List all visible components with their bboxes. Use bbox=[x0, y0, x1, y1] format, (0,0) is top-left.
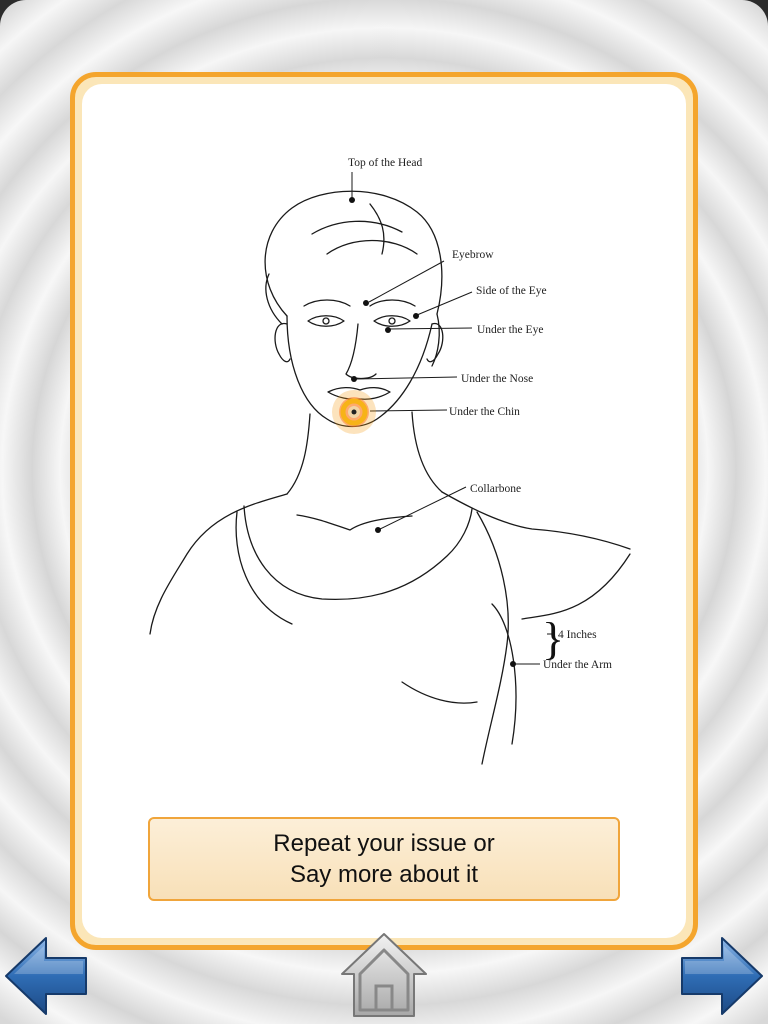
point-eyebrow[interactable] bbox=[363, 300, 369, 306]
right-arrow-icon bbox=[682, 938, 762, 1014]
home-button[interactable] bbox=[338, 930, 430, 1020]
label-under-chin: Under the Chin bbox=[449, 406, 520, 418]
repeat-issue-button[interactable] bbox=[148, 817, 620, 901]
message-line-1: Repeat your issue or bbox=[273, 830, 495, 857]
label-eyebrow: Eyebrow bbox=[452, 249, 494, 261]
forward-button[interactable] bbox=[678, 934, 764, 1018]
message-line-2: Say more about it bbox=[289, 861, 479, 888]
point-top-of-head[interactable] bbox=[349, 197, 355, 203]
point-collarbone[interactable] bbox=[375, 527, 381, 533]
point-under-chin-highlight[interactable] bbox=[332, 390, 376, 434]
label-under-nose: Under the Nose bbox=[461, 373, 534, 385]
point-under-eye[interactable] bbox=[385, 327, 391, 333]
point-under-arm[interactable] bbox=[510, 661, 516, 667]
label-collarbone: Collarbone bbox=[470, 483, 522, 495]
back-button[interactable] bbox=[4, 934, 90, 1018]
label-top-of-head: Top of the Head bbox=[348, 157, 423, 169]
label-side-of-eye: Side of the Eye bbox=[476, 285, 547, 297]
label-under-eye: Under the Eye bbox=[477, 324, 544, 336]
point-side-of-eye[interactable] bbox=[413, 313, 419, 319]
point-under-nose[interactable] bbox=[351, 376, 357, 382]
brace-symbol: } bbox=[542, 613, 565, 664]
label-four-inches: 4 Inches bbox=[558, 629, 597, 641]
label-under-arm: Under the Arm bbox=[543, 659, 612, 671]
tapping-points-figure bbox=[82, 84, 686, 938]
left-arrow-icon bbox=[6, 938, 86, 1014]
card-inner bbox=[82, 84, 686, 938]
home-icon bbox=[342, 934, 426, 1016]
